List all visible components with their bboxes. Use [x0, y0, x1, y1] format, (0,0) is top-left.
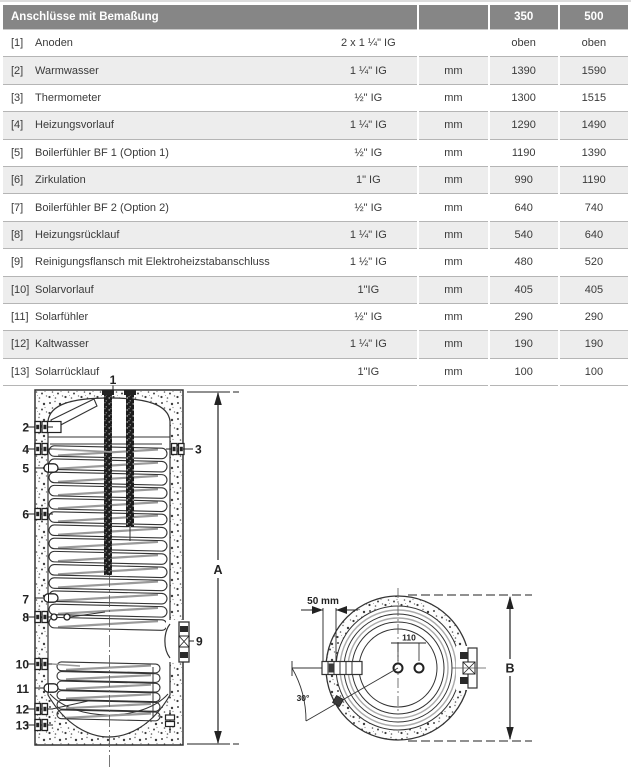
row-number: [7]: [11, 201, 24, 214]
label-5: 5: [22, 461, 29, 476]
table-row: [3, 304, 628, 331]
dim-A-label: A: [213, 563, 223, 577]
row-thread-size: 1" IG: [355, 174, 381, 187]
side-view-figure: [16, 373, 239, 770]
row-unit: mm: [419, 331, 487, 358]
anode-cap-2: [124, 390, 136, 395]
label-7: 7: [22, 592, 29, 607]
row-value-500: 405: [560, 277, 628, 304]
row-value-350: 480: [490, 249, 558, 276]
row-thread-size: 1 ¼" IG: [349, 119, 387, 132]
row-unit: mm: [419, 249, 487, 276]
dim-30deg-label: 30°: [296, 693, 310, 703]
row-name: Thermometer: [35, 91, 102, 104]
dim-B-label: B: [505, 661, 515, 676]
row-value-500: 1590: [560, 57, 628, 84]
row-number: [2]: [11, 64, 24, 77]
row-value-350: 100: [490, 359, 558, 386]
row-name: Kaltwasser: [35, 338, 89, 351]
row-number: [4]: [11, 119, 24, 132]
table-row: [3, 331, 628, 358]
drain-fitting-b: [166, 722, 175, 727]
return-bend-1: [51, 614, 57, 620]
row-number: [10]: [11, 283, 30, 296]
row-name: Anoden: [35, 37, 73, 50]
row-value-350: 990: [490, 167, 558, 194]
label-1: 1: [109, 373, 117, 387]
row-thread-size: ½" IG: [354, 201, 383, 214]
row-value-500: 520: [560, 249, 628, 276]
row-value-500: 1490: [560, 112, 628, 139]
row-unit: mm: [419, 222, 487, 249]
anode-cap-1: [102, 390, 114, 395]
row-value-350: 405: [490, 277, 558, 304]
label-8: 8: [22, 610, 29, 625]
row-thread-size: 1"IG: [357, 365, 380, 378]
table-row: [3, 140, 628, 167]
row-thread-size: 2 x 1 ¼" IG: [341, 37, 396, 50]
table-row: [3, 222, 628, 249]
row-name: Heizungsrücklauf: [35, 228, 120, 241]
row-value-500: oben: [560, 29, 628, 57]
header-unit-cell: [419, 5, 487, 29]
side-port-stub: [292, 662, 362, 675]
row-thread-size: 1 ¼" IG: [349, 64, 387, 77]
label-13: 13: [15, 718, 29, 733]
table-row: [3, 57, 628, 84]
table-row: [3, 85, 628, 112]
row-number: [6]: [11, 174, 24, 187]
row-unit: mm: [419, 304, 487, 331]
row-value-500: 190: [560, 331, 628, 358]
label-2: 2: [22, 420, 29, 435]
row-name: Solarvorlauf: [35, 283, 94, 296]
row-thread-size: 1 ½" IG: [349, 256, 387, 269]
row-value-350: 540: [490, 222, 558, 249]
row-number: [13]: [11, 365, 30, 378]
label-10: 10: [15, 657, 29, 672]
row-number: [1]: [11, 37, 24, 50]
row-value-500: 100: [560, 359, 628, 386]
row-name: Heizungsvorlauf: [35, 119, 114, 132]
page-top-rule: [0, 0, 631, 2]
row-name: Warmwasser: [35, 64, 99, 77]
row-value-350: 1390: [490, 57, 558, 84]
label-9: 9: [196, 634, 203, 649]
row-thread-size: 1"IG: [357, 283, 380, 296]
label-6: 6: [22, 507, 29, 522]
row-value-500: 1515: [560, 85, 628, 112]
row-value-350: 1190: [490, 140, 558, 167]
table-header-row: [3, 5, 628, 29]
table-row: [3, 277, 628, 304]
connections-table-body: [3, 29, 628, 386]
header-350: 350: [490, 5, 558, 29]
port-b: [415, 664, 424, 673]
row-unit: mm: [419, 57, 487, 84]
row-value-500: 1390: [560, 140, 628, 167]
return-bend-2: [64, 614, 70, 620]
technical-drawing: [0, 365, 631, 775]
row-thread-size: 1 ¼" IG: [349, 338, 387, 351]
row-thread-size: ½" IG: [354, 91, 383, 104]
row-value-350: oben: [490, 29, 558, 57]
label-4: 4: [22, 442, 29, 457]
table-row: [3, 29, 628, 57]
row-value-500: 640: [560, 222, 628, 249]
row-value-500: 1190: [560, 167, 628, 194]
row-number: [3]: [11, 91, 24, 104]
row-unit: mm: [419, 359, 487, 386]
table-row: [3, 249, 628, 276]
table-row: [3, 167, 628, 194]
anode-rod-1: [104, 390, 112, 575]
row-name: Boilerfühler BF 1 (Option 1): [35, 146, 169, 159]
connections-table: [1, 5, 630, 386]
row-number: [8]: [11, 228, 24, 241]
row-thread-size: 1 ¼" IG: [349, 228, 387, 241]
anode-rod-2: [126, 390, 134, 527]
table-row: [3, 112, 628, 139]
row-name: Reinigungsflansch mit Elektroheizstabanschluss: [35, 256, 270, 269]
top-view-figure: [292, 588, 532, 741]
row-value-350: 1290: [490, 112, 558, 139]
row-unit: mm: [419, 277, 487, 304]
row-unit: mm: [419, 112, 487, 139]
row-unit: mm: [419, 85, 487, 112]
row-number: [11]: [11, 311, 29, 324]
row-value-350: 190: [490, 331, 558, 358]
row-value-500: 290: [560, 304, 628, 331]
row-thread-size: ½" IG: [354, 146, 383, 159]
row-thread-size: ½" IG: [354, 311, 383, 324]
label-3: 3: [195, 442, 202, 457]
table-row: [3, 194, 628, 221]
table-title: Anschlüsse mit Bemaßung: [3, 5, 417, 29]
row-unit: mm: [419, 140, 487, 167]
row-number: [9]: [11, 256, 24, 269]
row-value-350: 290: [490, 304, 558, 331]
row-unit: [419, 29, 487, 57]
cleaning-flange: [165, 620, 192, 662]
top-flange: [452, 646, 486, 690]
row-name: Solarfühler: [35, 311, 89, 324]
label-12: 12: [15, 702, 29, 717]
label-11: 11: [16, 682, 29, 696]
row-number: [5]: [11, 146, 24, 159]
row-value-350: 640: [490, 194, 558, 221]
row-number: [12]: [11, 338, 30, 351]
row-name: Zirkulation: [35, 174, 86, 187]
row-value-500: 740: [560, 194, 628, 221]
row-name: Boilerfühler BF 2 (Option 2): [35, 201, 169, 214]
dim-110-label: 110: [402, 632, 416, 643]
row-unit: mm: [419, 194, 487, 221]
row-name: Solarrücklauf: [35, 365, 100, 378]
drain-fitting-a: [166, 715, 175, 720]
row-unit: mm: [419, 167, 487, 194]
header-500: 500: [560, 5, 628, 29]
row-value-350: 1300: [490, 85, 558, 112]
dim-50mm-label: 50 mm: [307, 596, 339, 607]
